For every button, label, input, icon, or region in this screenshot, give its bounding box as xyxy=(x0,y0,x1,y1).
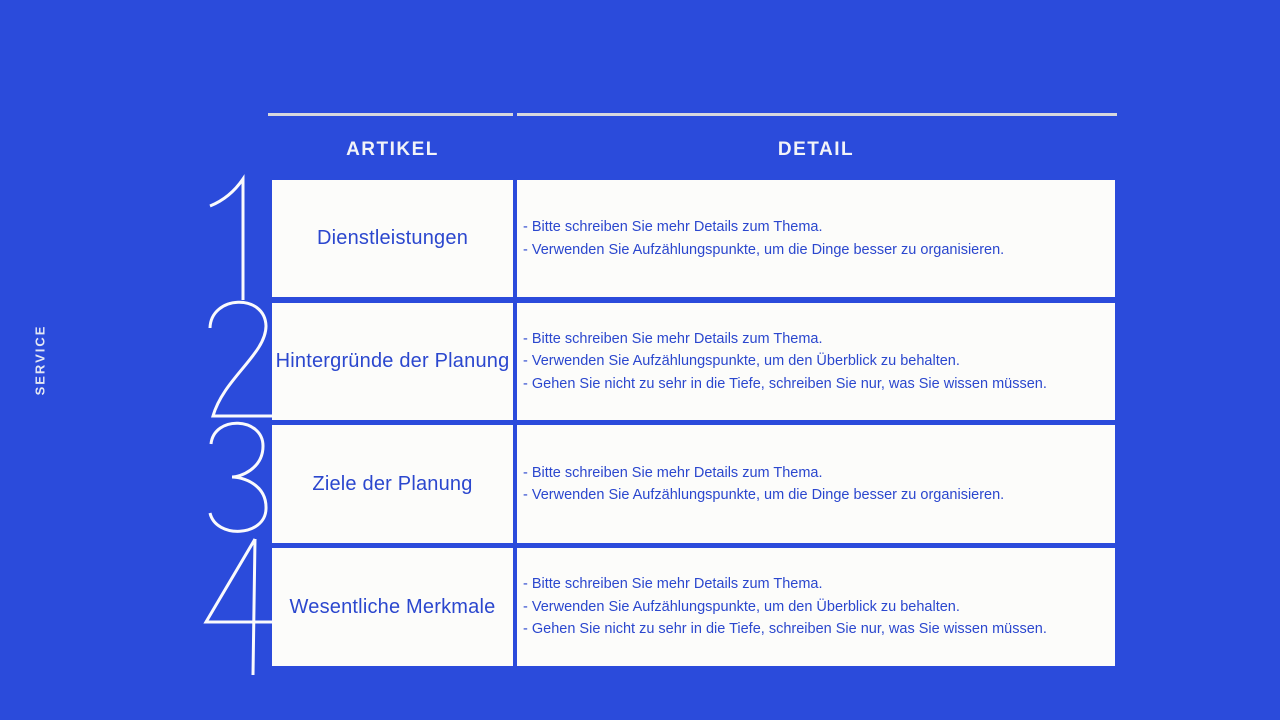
row-title: Hintergründe der Planung xyxy=(275,350,510,372)
header-rule-artikel xyxy=(268,113,513,116)
table-row-4-detail-cell xyxy=(517,548,1115,666)
detail-bullet: - Bitte schreiben Sie mehr Details zum Thema. xyxy=(523,219,823,235)
table-row-3-title-cell xyxy=(272,425,513,543)
column-header-detail: DETAIL xyxy=(777,139,855,160)
row-number-digit-4 xyxy=(202,537,274,677)
detail-bullet: - Verwenden Sie Aufzählungspunkte, um die Dinge besser zu organisieren. xyxy=(523,241,1005,258)
row-title: Wesentliche Merkmale xyxy=(289,595,496,618)
detail-bullet: - Bitte schreiben Sie mehr Details zum Thema. xyxy=(523,464,823,481)
detail-bullet: - Bitte schreiben Sie mehr Details zum Thema. xyxy=(523,330,823,347)
detail-bullet: - Gehen Sie nicht zu sehr in die Tiefe, schreiben Sie nur, was Sie wissen müssen. xyxy=(523,621,1047,638)
table-row-2-title-cell xyxy=(272,303,513,420)
detail-bullet: - Verwenden Sie Aufzählungspunkte, um den Überblick zu behalten. xyxy=(523,353,960,370)
row-number-digit-3 xyxy=(202,414,274,540)
header-rule-detail xyxy=(517,113,1117,116)
row-number-digit-2 xyxy=(202,292,274,419)
table-row-1-title-cell xyxy=(272,180,513,297)
table-row-2-detail-cell xyxy=(517,303,1115,420)
detail-bullet: - Verwenden Sie Aufzählungspunkte, um die Dinge besser zu organisieren. xyxy=(523,487,1005,503)
row-title: Ziele der Planung xyxy=(312,472,473,495)
row-number-digit-1 xyxy=(202,176,274,300)
table-row-3-detail-cell xyxy=(517,425,1115,543)
column-header-artikel: ARTIKEL xyxy=(346,139,439,160)
table-row-1-detail-cell xyxy=(517,180,1115,297)
detail-bullet: - Bitte schreiben Sie mehr Details zum Thema. xyxy=(523,576,823,593)
table-row-4-title-cell xyxy=(272,548,513,666)
detail-bullet: - Verwenden Sie Aufzählungspunkte, um den Überblick zu behalten. xyxy=(523,598,960,615)
side-label-service: SERVICE xyxy=(32,324,48,396)
row-title: Dienstleistungen xyxy=(316,227,469,249)
detail-bullet: - Gehen Sie nicht zu sehr in die Tiefe, schreiben Sie nur, was Sie wissen müssen. xyxy=(523,375,1047,392)
